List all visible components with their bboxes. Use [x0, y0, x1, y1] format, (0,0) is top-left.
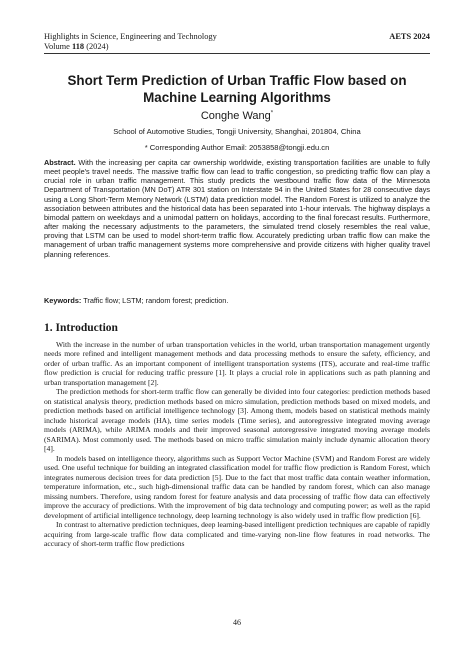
keywords — [44, 296, 430, 305]
keywords-text: Traffic flow; LSTM; random forest; prediction. — [83, 296, 229, 305]
abstract — [44, 158, 430, 259]
body-text — [44, 340, 430, 549]
abstract-label: Abstract. — [44, 158, 76, 167]
volume-label: Volume — [44, 42, 70, 51]
author-line — [0, 110, 474, 122]
running-header — [44, 32, 430, 52]
journal-name: Highlights in Science, Engineering and Technology — [44, 32, 217, 41]
conference-name: AETS 2024 — [389, 32, 430, 41]
paragraph: With the increase in the number of urban transportation vehicles in the world, urban transportation management urgently needs more refined and intelligent management methods and data processing methods to ensure the safety, efficiency, and order of urban traffic. As an important component of intelligent transportation systems (ITS), accurate and real-time traffic flow prediction is crucial for reducing traffic pressure [1]. It plays a crucial role in applications such as path planning and urban transportation management [2]. — [44, 340, 430, 387]
paragraph: In models based on intelligence theory, algorithms such as Support Vector Machine (SVM) and Random Forest are widely used. One useful technique for building an integrated classification model for traffic flow prediction is Random Forest, which integrates numerous decision trees for data prediction [5]. Due to the fact that most traffic data contain weather information, temperature information, etc., such high-dimensional traffic data can be handled by random forest, which can also manage missing numbers. Therefore, using random forest for feature analysis and data processing of traffic flow data can effectively improve the accuracy of predictions. With the improvement of big data technology and computing power; as well as the rapid development of artificial intelligence technology, deep learning technology is also widely used in traffic flow prediction [6]. — [44, 453, 430, 520]
paper-title: Short Term Prediction of Urban Traffic Flow based on Machine Learning Algorithms — [67, 73, 407, 105]
volume-line — [44, 42, 430, 52]
keywords-label: Keywords: — [44, 296, 82, 305]
volume-year: (2024) — [86, 42, 109, 51]
header-rule — [44, 53, 430, 54]
volume-number: 118 — [72, 42, 85, 51]
affiliation: School of Automotive Studies, Tongji University, Shanghai, 201804, China — [113, 127, 361, 136]
author-name: Conghe Wang — [200, 110, 271, 122]
page-number: 46 — [233, 618, 241, 627]
paragraph: The prediction methods for short-term traffic flow can generally be divided into four categories: prediction methods based on statistical analysis theory, prediction methods based on micro simulation, prediction methods based on mixed models, and prediction methods based on artificial intelligence technology [3]. Among them, models based on statistical methods mainly include historical average models (HA), time series models (Time series), and autoregressive integrated moving average models (ARIMA), while ARIMA models and their improved seasonal autoregressive integrated moving average models (SARIMA). Most commonly used. The methods based on micro traffic simulation mainly include dynamic allocation theory [4]. — [44, 387, 430, 454]
abstract-text: With the increasing per capita car ownership worldwide, existing transportation facilities are unable to fully meet people's travel needs. The massive traffic flow can lead to traffic congestion, so predicting traffic flow can play a crucial role in urban traffic management. This study predicts the westbound traffic flow data of the Minnesota Department of Transportation (MN DoT) ATR 301 station on Interstate 94 in the United States for 28 consecutive days using a Long Short-Term Memory Network (LSTM) data prediction model. The Random Forest is utilized to analyze the association between attributes and the historical data has been separated into 1-hour intervals. The highway displays a bimodal pattern on weekdays and a unimodal pattern on holidays, according to the final forecast results. Furthermore, after making the necessary adjustments to the parameters, the simulated trend closely resembles the real value, proving that LSTM can be used to model short-term traffic flow. Accurately predicting urban traffic flow can make the management of urban traffic management systems more comprehensive and provide citizens with higher quality travel planning references. — [44, 158, 430, 259]
author-mark: * — [270, 110, 274, 117]
paragraph: In contrast to alternative prediction techniques, deep learning-based intelligent prediction techniques are capable of rapidly acquiring from large-scale traffic flow data complicated and time-varying non-line flow features in road networks. The accuracy of short-term traffic flow predictions — [44, 520, 430, 549]
section-heading: 1. Introduction — [44, 322, 118, 334]
corresponding-author: * Corresponding Author Email: 2053858@tongji.edu.cn — [144, 143, 330, 152]
